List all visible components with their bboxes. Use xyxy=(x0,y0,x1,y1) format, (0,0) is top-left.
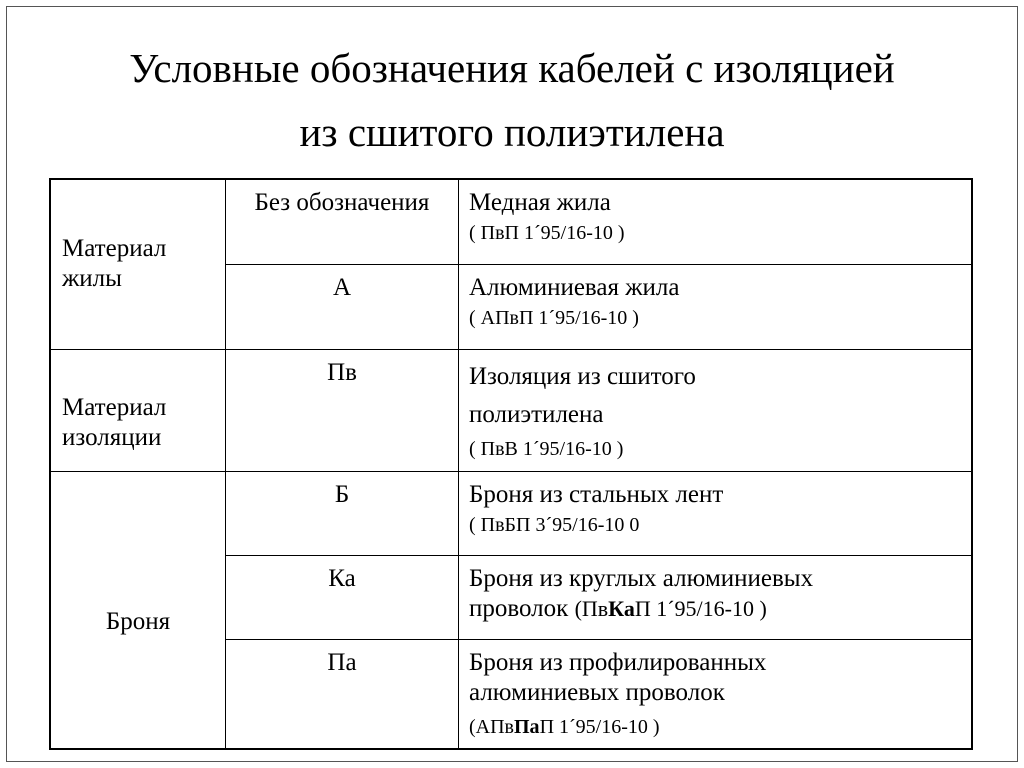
code-text: Ка xyxy=(328,564,356,592)
description-cell xyxy=(459,555,973,639)
code-cell xyxy=(226,639,459,749)
description-cell xyxy=(459,639,973,749)
code-cell xyxy=(226,179,459,264)
example-text xyxy=(575,596,767,621)
code-text: А xyxy=(332,273,352,301)
code-text: Без обозначения xyxy=(254,189,430,216)
group-label-line: Материал xyxy=(62,394,167,421)
code-text: Б xyxy=(334,480,350,508)
description-text: Алюминиевая жила xyxy=(469,273,680,301)
example-bold-code: Ка xyxy=(608,595,635,621)
group-label-insulation-material xyxy=(50,349,226,471)
description-text: Броня из стальных лент xyxy=(469,480,724,508)
code-cell xyxy=(226,555,459,639)
code-text: Па xyxy=(327,648,357,676)
table-row xyxy=(50,349,972,471)
example-suffix: П 1´95/16-10 ) xyxy=(634,595,767,621)
description-text: Изоляция из сшитого xyxy=(469,362,696,390)
code-cell xyxy=(226,471,459,555)
example-bold-code: Па xyxy=(514,715,540,738)
example-text: ( ПвП 1´95/16-10 ) xyxy=(469,222,625,244)
description-cell xyxy=(459,179,973,264)
example-text: ( АПвП 1´95/16-10 ) xyxy=(469,306,639,329)
description-text: Броня из профилированных xyxy=(469,648,767,676)
example-text: ( ПвБП 3´95/16-10 0 xyxy=(469,513,640,536)
table-row xyxy=(50,471,972,555)
group-label-line: Материал xyxy=(62,235,167,263)
example-text: ( ПвВ 1´95/16-10 ) xyxy=(469,437,624,460)
example-text xyxy=(469,708,971,746)
description-text xyxy=(469,594,971,624)
description-cell xyxy=(459,264,973,349)
description-text-part: проволок xyxy=(469,594,569,622)
cable-designation-table xyxy=(49,178,973,750)
group-label-core-material xyxy=(50,179,226,349)
example-prefix: (АПв xyxy=(469,715,514,738)
code-cell xyxy=(226,349,459,471)
description-cell xyxy=(459,349,973,471)
code-cell xyxy=(226,264,459,349)
group-label-armor xyxy=(50,471,226,749)
description-text: Медная жила xyxy=(469,189,611,216)
example-suffix: П 1´95/16-10 ) xyxy=(539,715,660,738)
description-text: Броня из круглых алюминиевых xyxy=(469,564,814,592)
slide-title xyxy=(0,36,1024,164)
title-line-1: Условные обозначения кабелей с изоляцией xyxy=(129,45,895,91)
example-prefix: (Пв xyxy=(574,595,609,621)
code-text: Пв xyxy=(327,358,357,386)
title-line-2: из сшитого полиэтилена xyxy=(299,109,725,155)
group-label-line: изоляции xyxy=(62,424,162,451)
description-text: полиэтилена xyxy=(469,400,604,428)
description-text: алюминиевых проволок xyxy=(469,678,725,706)
description-cell xyxy=(459,471,973,555)
group-label-line: Броня xyxy=(105,607,171,635)
table-row xyxy=(50,179,972,264)
group-label-line: жилы xyxy=(62,265,122,293)
